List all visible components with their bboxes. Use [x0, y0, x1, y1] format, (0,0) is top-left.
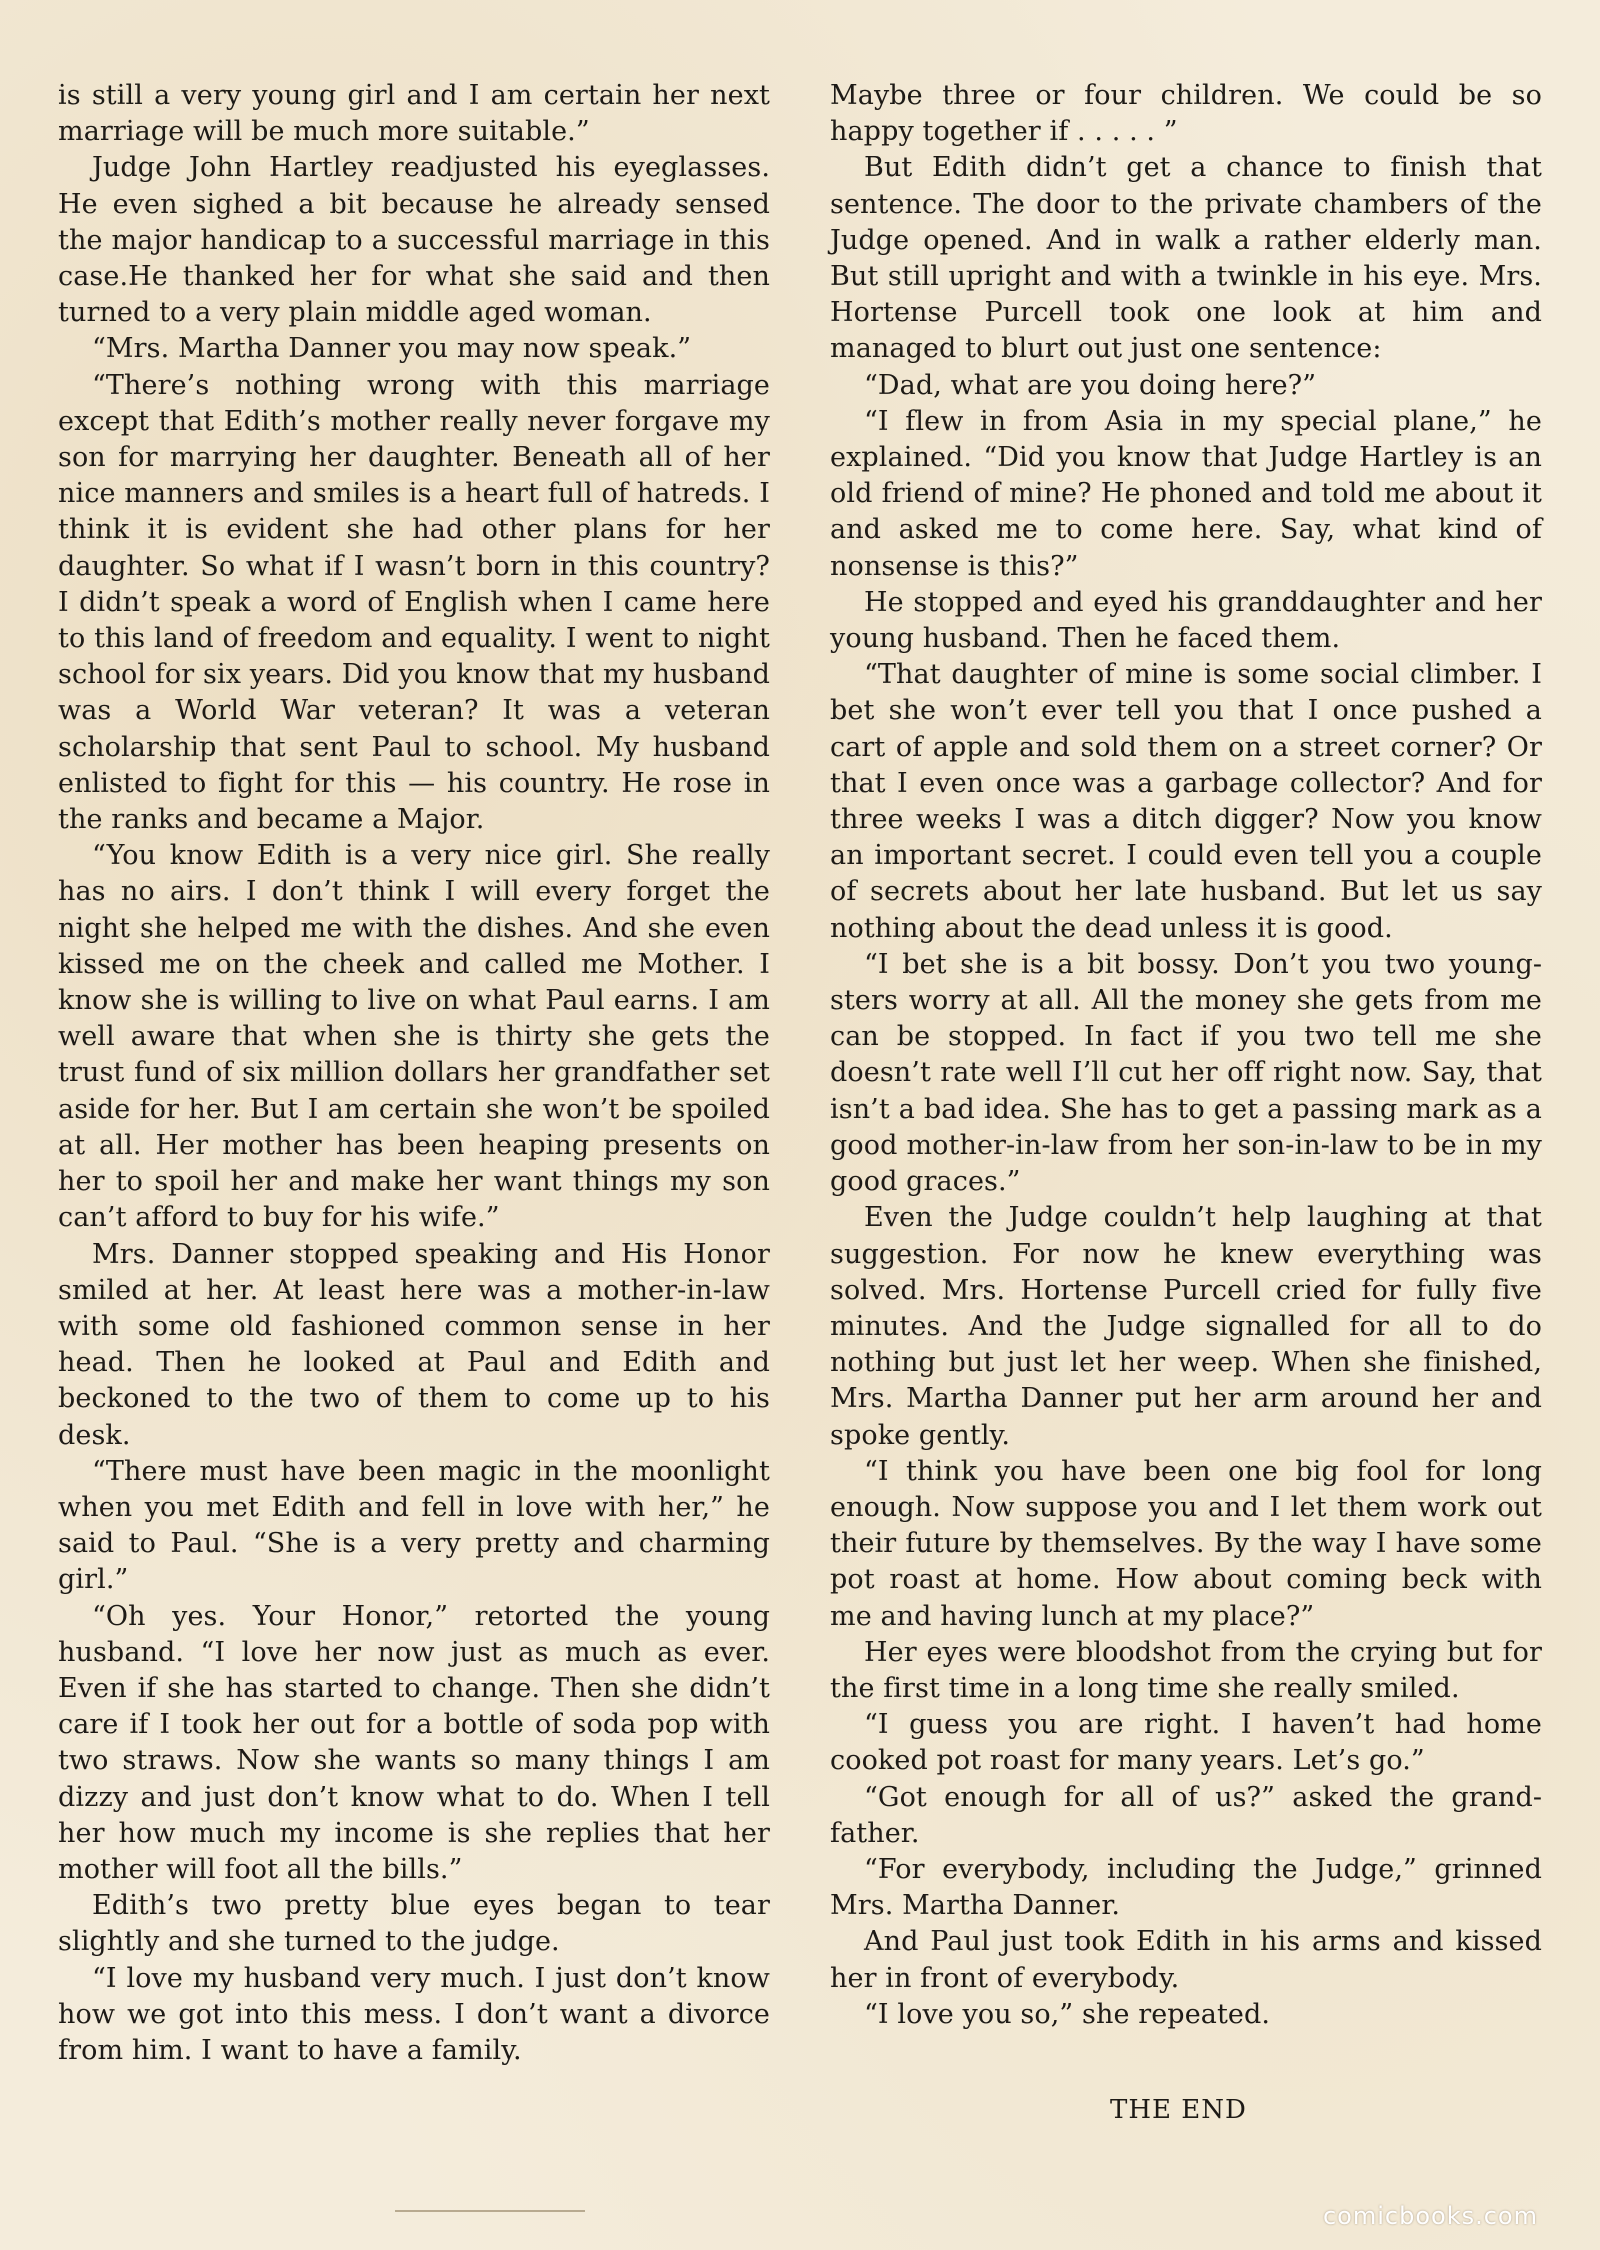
paragraph: “I think you have been one big fool for long enough. Now suppose you and I let them work out their future by themselves. By the way I have some pot roast at home. How about coming beck with me and having lunch at my place?”: [830, 1455, 1542, 1632]
paragraph: “For everybody, including the Judge,” grinned Mrs. Martha Danner.: [830, 1853, 1542, 1922]
the-end-label: THE END: [1110, 2095, 1247, 2125]
right-text-column: [830, 78, 1542, 2033]
left-text-column: [58, 78, 770, 2069]
paragraph: Her eyes were bloodshot from the crying but for the first time in a long time she really smiled.: [830, 1636, 1542, 1704]
paragraph: is still a very young girl and I am certain her next marriage will be much more suitable.”: [58, 80, 770, 148]
paragraph: “You know Edith is a very nice girl. She really has no airs. I don’t think I will every forget the night she helped me with the dishes. And she even kissed me on the cheek and called me Mother. I know she is willing to live on what Paul earns. I am well aware that when she is thirty she gets the trust fund of six million dollars her grandfather set aside for her. But I am certain she won’t be spoiled at all. Her mother has been heaping presents on her to spoil her and make her want things my son can’t afford to buy for his wife.”: [58, 840, 770, 1234]
paragraph: And Paul just took Edith in his arms and kissed her in front of everybody.: [830, 1926, 1542, 1994]
paragraph: “I bet she is a bit bossy. Don’t you two youngsters worry at all. All the money she gets from me can be stopped. In fact if you two tell me she doesn’t rate well I’ll cut her off right now. Say, that isn’t a bad idea. She has to get a passing mark as a good mother-in-law from her son-in-law to be in my good graces.”: [830, 948, 1542, 1198]
paragraph: He stopped and eyed his granddaughter and her young husband. Then he faced them.: [830, 586, 1542, 655]
paragraph: “There’s nothing wrong with this marriage except that Edith’s mother really never forgave my son for marrying her daughter. Beneath all of her nice manners and smiles is a heart full of hatreds. I think it is evident she had other plans for her daughter. So what if I wasn’t born in this country? I didn’t speak a word of English when I came here to this land of freedom and equality. I went to night school for six years. Did you know that my husband was a World War veteran? It was a veteran scholarship that sent Paul to school. My husband enlisted to fight for this — his country. He rose in the ranks and became a Major.: [58, 369, 770, 836]
paragraph: “I love my husband very much. I just don’t know how we got into this mess. I don’t want a divorce from him. I want to have a family.: [58, 1962, 770, 2066]
paragraph: “There must have been magic in the moonlight when you met Edith and fell in love with her,” he said to Paul. “She is a very pretty and charming girl.”: [58, 1455, 770, 1596]
paragraph: “Got enough for all of us?” asked the grandfather.: [830, 1781, 1542, 1849]
divider: [395, 2210, 585, 2212]
paragraph: Judge John Hartley readjusted his eyeglasses. He even sighed a bit because he already sensed the major handicap to a successful marriage in this case.He thanked her for what she said and then turned to a very plain middle aged woman.: [58, 152, 770, 329]
paragraph: Even the Judge couldn’t help laughing at that suggestion. For now he knew everything was solved. Mrs. Hortense Purcell cried for fully five minutes. And the Judge signalled for all to do nothing but just let her weep. When she finished, Mrs. Martha Danner put her arm around her and spoke gently.: [830, 1202, 1542, 1451]
paragraph: Edith’s two pretty blue eyes began to tear slightly and she turned to the judge.: [58, 1890, 770, 1958]
paragraph: Mrs. Danner stopped speaking and His Honor smiled at her. At least here was a mother-in-law with some old fashioned common sense in her head. Then he looked at Paul and Edith and beckoned to the two of them to come up to his desk.: [58, 1238, 770, 1451]
paragraph: “Mrs. Martha Danner you may now speak.”: [92, 333, 692, 365]
paragraph: “I guess you are right. I haven’t had home cooked pot roast for many years. Let’s go.”: [830, 1709, 1542, 1777]
paragraph: “Oh yes. Your Honor,” retorted the young husband. “I love her now just as much as ever. Even if she has started to change. Then she didn’t care if I took her out for a bottle of soda pop with two straws. Now she wants so many things I am dizzy and just don’t know what to do. When I tell her how much my income is she replies that her mother will foot all the bills.”: [58, 1600, 770, 1885]
watermark: comicbooks.com: [1322, 2202, 1538, 2230]
paragraph: “That daughter of mine is some social climber. I bet she won’t ever tell you that I once pushed a cart of apple and sold them on a street corner? Or that I even once was a garbage collector? And for three weeks I was a ditch digger? Now you know an important secret. I could even tell you a couple of secrets about her late husband. But let us say nothing about the dead unless it is good.: [830, 659, 1542, 944]
paragraph: But Edith didn’t get a chance to finish that sentence. The door to the private chambers of the Judge opened. And in walk a rather elderly man. But still upright and with a twinkle in his eye. Mrs. Hortense Purcell took one look at him and managed to blurt out just one sentence:: [830, 152, 1542, 365]
paragraph: “Dad, what are you doing here?”: [864, 369, 1317, 401]
paragraph: “I love you so,” she repeated.: [864, 1998, 1271, 2030]
paragraph: “I flew in from Asia in my special plane,” he explained. “Did you know that Judge Hartley is an old friend of mine? He phoned and told me about it and asked me to come here. Say, what kind of nonsense is this?”: [830, 405, 1542, 582]
paragraph: Maybe three or four children. We could be so happy together if . . . . . ”: [830, 80, 1542, 148]
